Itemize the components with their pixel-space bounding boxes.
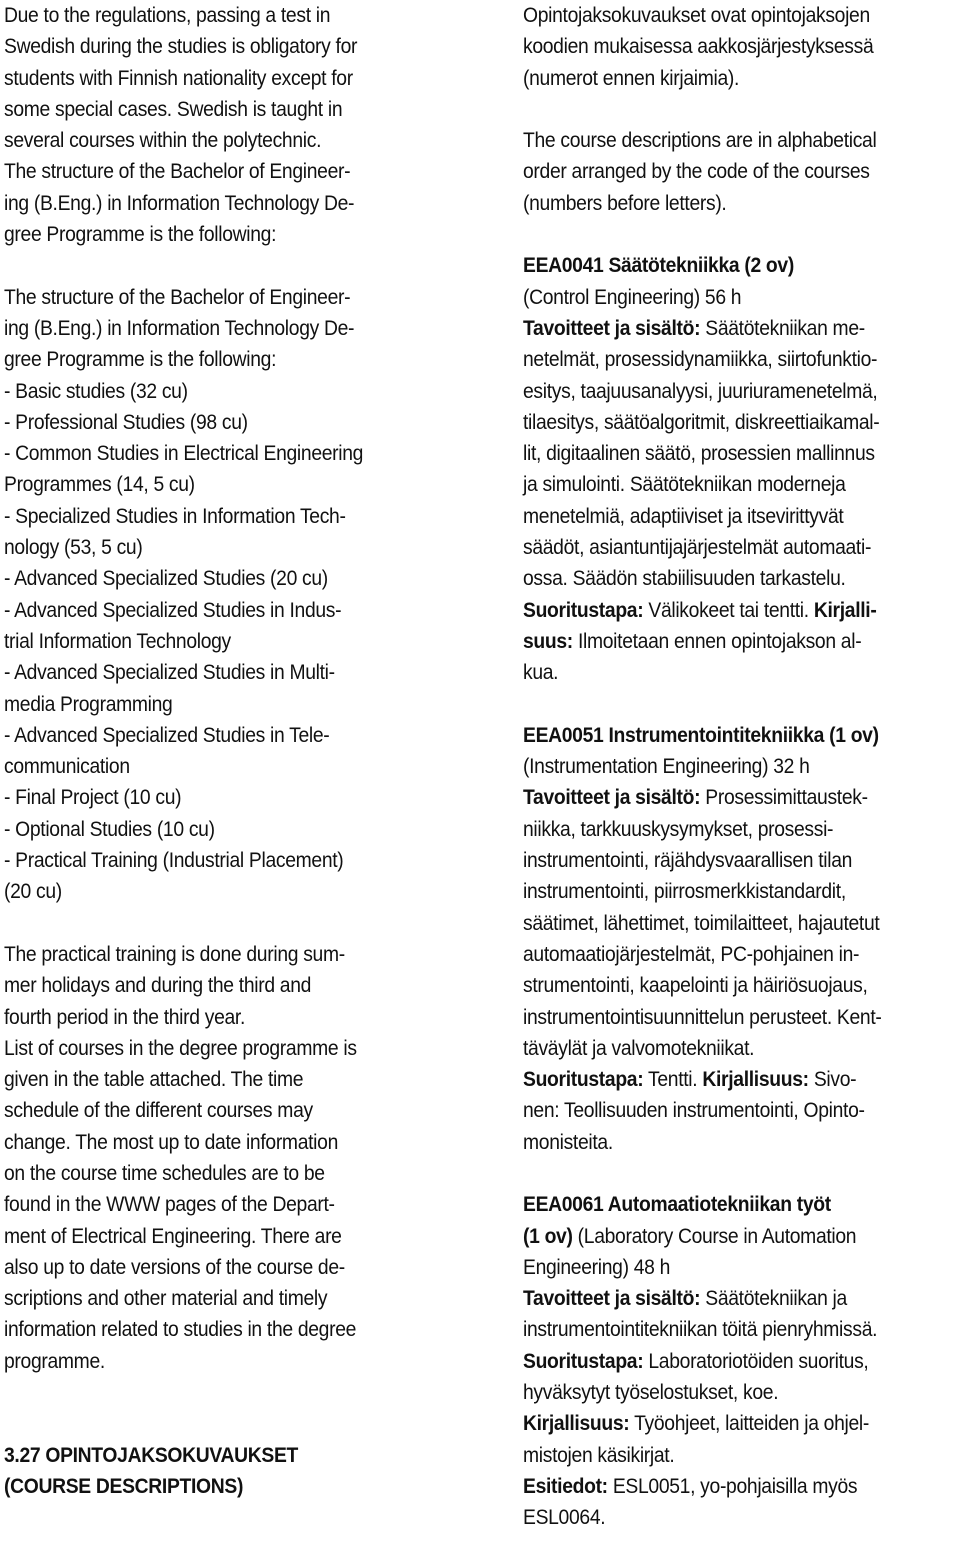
section-heading — [4, 1440, 444, 1503]
field-label: Suoritustapa: — [523, 1349, 644, 1373]
field-label: Kirjallisuus: — [702, 1068, 809, 1092]
field-text: ESL0051, yo-pohjaisilla myös — [607, 1474, 858, 1498]
text-line: The course descriptions are in alphabetical — [523, 129, 877, 153]
intro-finnish — [523, 0, 960, 94]
list-item: nology (53, 5 cu) — [4, 536, 143, 560]
field-text: Prosessimittaustek- — [700, 786, 868, 810]
text-line: ESL0064. — [523, 1506, 606, 1530]
text-line: säädöt, asiantuntijajärjestelmät automaati- — [523, 536, 872, 560]
field-label: Tavoitteet ja sisältö: — [523, 1287, 701, 1311]
field-text: Säätötekniikan ja — [700, 1287, 847, 1311]
text-line: säätimet, lähettimet, toimilaitteet, hajautetut — [523, 911, 880, 935]
list-item: - Advanced Specialized Studies in Tele- — [4, 723, 330, 747]
field-label: Tavoitteet ja sisältö: — [523, 786, 701, 810]
text-line: given in the table attached. The time — [4, 1068, 304, 1092]
course-eea0051 — [523, 720, 960, 1158]
field-text: Laboratoriotöiden suoritus, — [643, 1349, 869, 1373]
text-line: students with Finnish nationality except for — [4, 66, 353, 90]
heading-line: (COURSE DESCRIPTIONS) — [4, 1474, 244, 1498]
text-line: mer holidays and during the third and — [4, 974, 312, 998]
text-line: mistojen käsikirjat. — [523, 1443, 675, 1467]
course-title: EEA0051 Instrumentointitekniikka (1 ov) — [523, 723, 879, 747]
text-line: niikka, tarkkuuskysymykset, prosessi- — [523, 817, 834, 841]
course-subtitle: (Control Engineering) 56 h — [523, 285, 742, 309]
field-text: Työohjeet, laitteiden ja ohjel- — [629, 1412, 870, 1436]
text-line: monisteita. — [523, 1130, 613, 1154]
text-line: gree Programme is the following: — [4, 348, 277, 372]
field-text: Välikokeet tai tentti. — [643, 598, 814, 622]
list-item: trial Information Technology — [4, 629, 231, 653]
text-line: scriptions and other material and timely — [4, 1287, 328, 1311]
text-line: The structure of the Bachelor of Engineer- — [4, 285, 351, 309]
text-line: Due to the regulations, passing a test in — [4, 4, 331, 27]
field-text: Tentti. — [643, 1068, 703, 1092]
text-line: some special cases. Swedish is taught in — [4, 97, 343, 121]
text-line: Swedish during the studies is obligatory for — [4, 35, 358, 59]
text-line: hyväksytyt työselostukset, koe. — [523, 1381, 779, 1405]
text-line: tilaesitys, säätöalgoritmit, diskreettiaikamal- — [523, 410, 880, 434]
text-line: Opintojaksokuvaukset ovat opintojaksojen — [523, 4, 870, 27]
field-text: Ilmoitetaan ennen opintojakson al- — [572, 629, 862, 653]
field-label: Kirjallisuus: — [523, 1412, 630, 1436]
text-line: instrumentointi, räjähdysvaarallisen tilan — [523, 849, 853, 873]
text-line: täväylät ja valvomotekniikat. — [523, 1036, 755, 1060]
intro-english — [523, 125, 960, 219]
text-line: on the course time schedules are to be — [4, 1161, 325, 1185]
list-item: - Specialized Studies in Information Tech- — [4, 504, 346, 528]
text-line: ing (B.Eng.) in Information Technology De- — [4, 316, 355, 340]
text-line: several courses within the polytechnic. — [4, 129, 322, 153]
field-label: Suoritustapa: — [523, 598, 644, 622]
structure-list — [4, 282, 444, 908]
list-item: - Practical Training (Industrial Placement) — [4, 849, 344, 873]
course-subtitle: (Instrumentation Engineering) 32 h — [523, 755, 810, 779]
list-item: - Professional Studies (98 cu) — [4, 410, 248, 434]
list-item: - Basic studies (32 cu) — [4, 379, 188, 403]
training-paragraph — [4, 939, 444, 1377]
text-line: koodien mukaisessa aakkosjärjestyksessä — [523, 35, 874, 59]
text-line: automaatiojärjestelmät, PC-pohjainen in- — [523, 942, 860, 966]
list-item: - Final Project (10 cu) — [4, 786, 182, 810]
course-subtitle: Engineering) 48 h — [523, 1255, 671, 1279]
text-line: fourth period in the third year. — [4, 1005, 246, 1029]
text-line: (numbers before letters). — [523, 191, 727, 215]
list-item: - Advanced Specialized Studies (20 cu) — [4, 567, 328, 591]
text-line: The practical training is done during sum- — [4, 942, 345, 966]
text-line: (numerot ennen kirjaimia). — [523, 66, 740, 90]
text-line: programme. — [4, 1349, 105, 1373]
right-column — [523, 0, 960, 1534]
text-line: information related to studies in the degree — [4, 1318, 357, 1342]
list-item: - Optional Studies (10 cu) — [4, 817, 215, 841]
field-label: suus: — [523, 629, 573, 653]
text-line: strumentointi, kaapelointi ja häiriösuojaus, — [523, 974, 868, 998]
heading-line: 3.27 OPINTOJAKSOKUVAUKSET — [4, 1443, 298, 1467]
list-item: - Advanced Specialized Studies in Indus- — [4, 598, 342, 622]
list-item: - Advanced Specialized Studies in Multi- — [4, 661, 335, 685]
list-item: Programmes (14, 5 cu) — [4, 473, 195, 497]
text-line: lit, digitaalinen säätö, prosessien mallinnus — [523, 442, 875, 466]
text-line: ossa. Säädön stabiilisuuden tarkastelu. — [523, 567, 846, 591]
course-credits: (1 ov) — [523, 1224, 573, 1248]
course-title: EEA0061 Automaatiotekniikan työt — [523, 1193, 831, 1217]
text-line: kua. — [523, 661, 559, 685]
left-column — [4, 0, 444, 1502]
swedish-paragraph — [4, 0, 444, 250]
text-line: The structure of the Bachelor of Engineer- — [4, 160, 351, 184]
text-line: found in the WWW pages of the Depart- — [4, 1193, 335, 1217]
text-line: gree Programme is the following: — [4, 223, 277, 247]
field-text: Sivo- — [808, 1068, 857, 1092]
text-line: nen: Teollisuuden instrumentointi, Opinto- — [523, 1099, 865, 1123]
text-line: esitys, taajuusanalyysi, juuriuramenetelmä, — [523, 379, 878, 403]
text-line: ja simulointi. Säätötekniikan moderneja — [523, 473, 846, 497]
text-line: ment of Electrical Engineering. There are — [4, 1224, 342, 1248]
field-label: Kirjalli- — [813, 598, 877, 622]
field-label: Tavoitteet ja sisältö: — [523, 316, 701, 340]
list-item: media Programming — [4, 692, 173, 716]
text-line: also up to date versions of the course de- — [4, 1255, 345, 1279]
field-text: Säätötekniikan me- — [700, 316, 865, 340]
course-eea0061 — [523, 1189, 960, 1533]
text-line: ing (B.Eng.) in Information Technology De- — [4, 191, 355, 215]
field-label: Suoritustapa: — [523, 1068, 644, 1092]
text-line: List of courses in the degree programme is — [4, 1036, 357, 1060]
list-item: (20 cu) — [4, 880, 62, 904]
list-item: - Common Studies in Electrical Engineering — [4, 442, 364, 466]
course-title: EEA0041 Säätötekniikka (2 ov) — [523, 254, 794, 278]
text-line: change. The most up to date information — [4, 1130, 338, 1154]
course-eea0041 — [523, 250, 960, 688]
field-label: Esitiedot: — [523, 1474, 608, 1498]
text-line: schedule of the different courses may — [4, 1099, 313, 1123]
text-line: instrumentointitekniikan töitä pienryhmissä. — [523, 1318, 878, 1342]
course-subtitle: (Laboratory Course in Automation — [572, 1224, 857, 1248]
text-line: instrumentointisuunnittelun perusteet. Kent- — [523, 1005, 882, 1029]
text-line: menetelmiä, adaptiiviset ja itsevirittyvät — [523, 504, 844, 528]
text-line: order arranged by the code of the courses — [523, 160, 870, 184]
text-line: netelmät, prosessidynamiikka, siirtofunktio- — [523, 348, 878, 372]
list-item: communication — [4, 755, 130, 779]
text-line: instrumentointi, piirrosmerkkistandardit, — [523, 880, 846, 904]
